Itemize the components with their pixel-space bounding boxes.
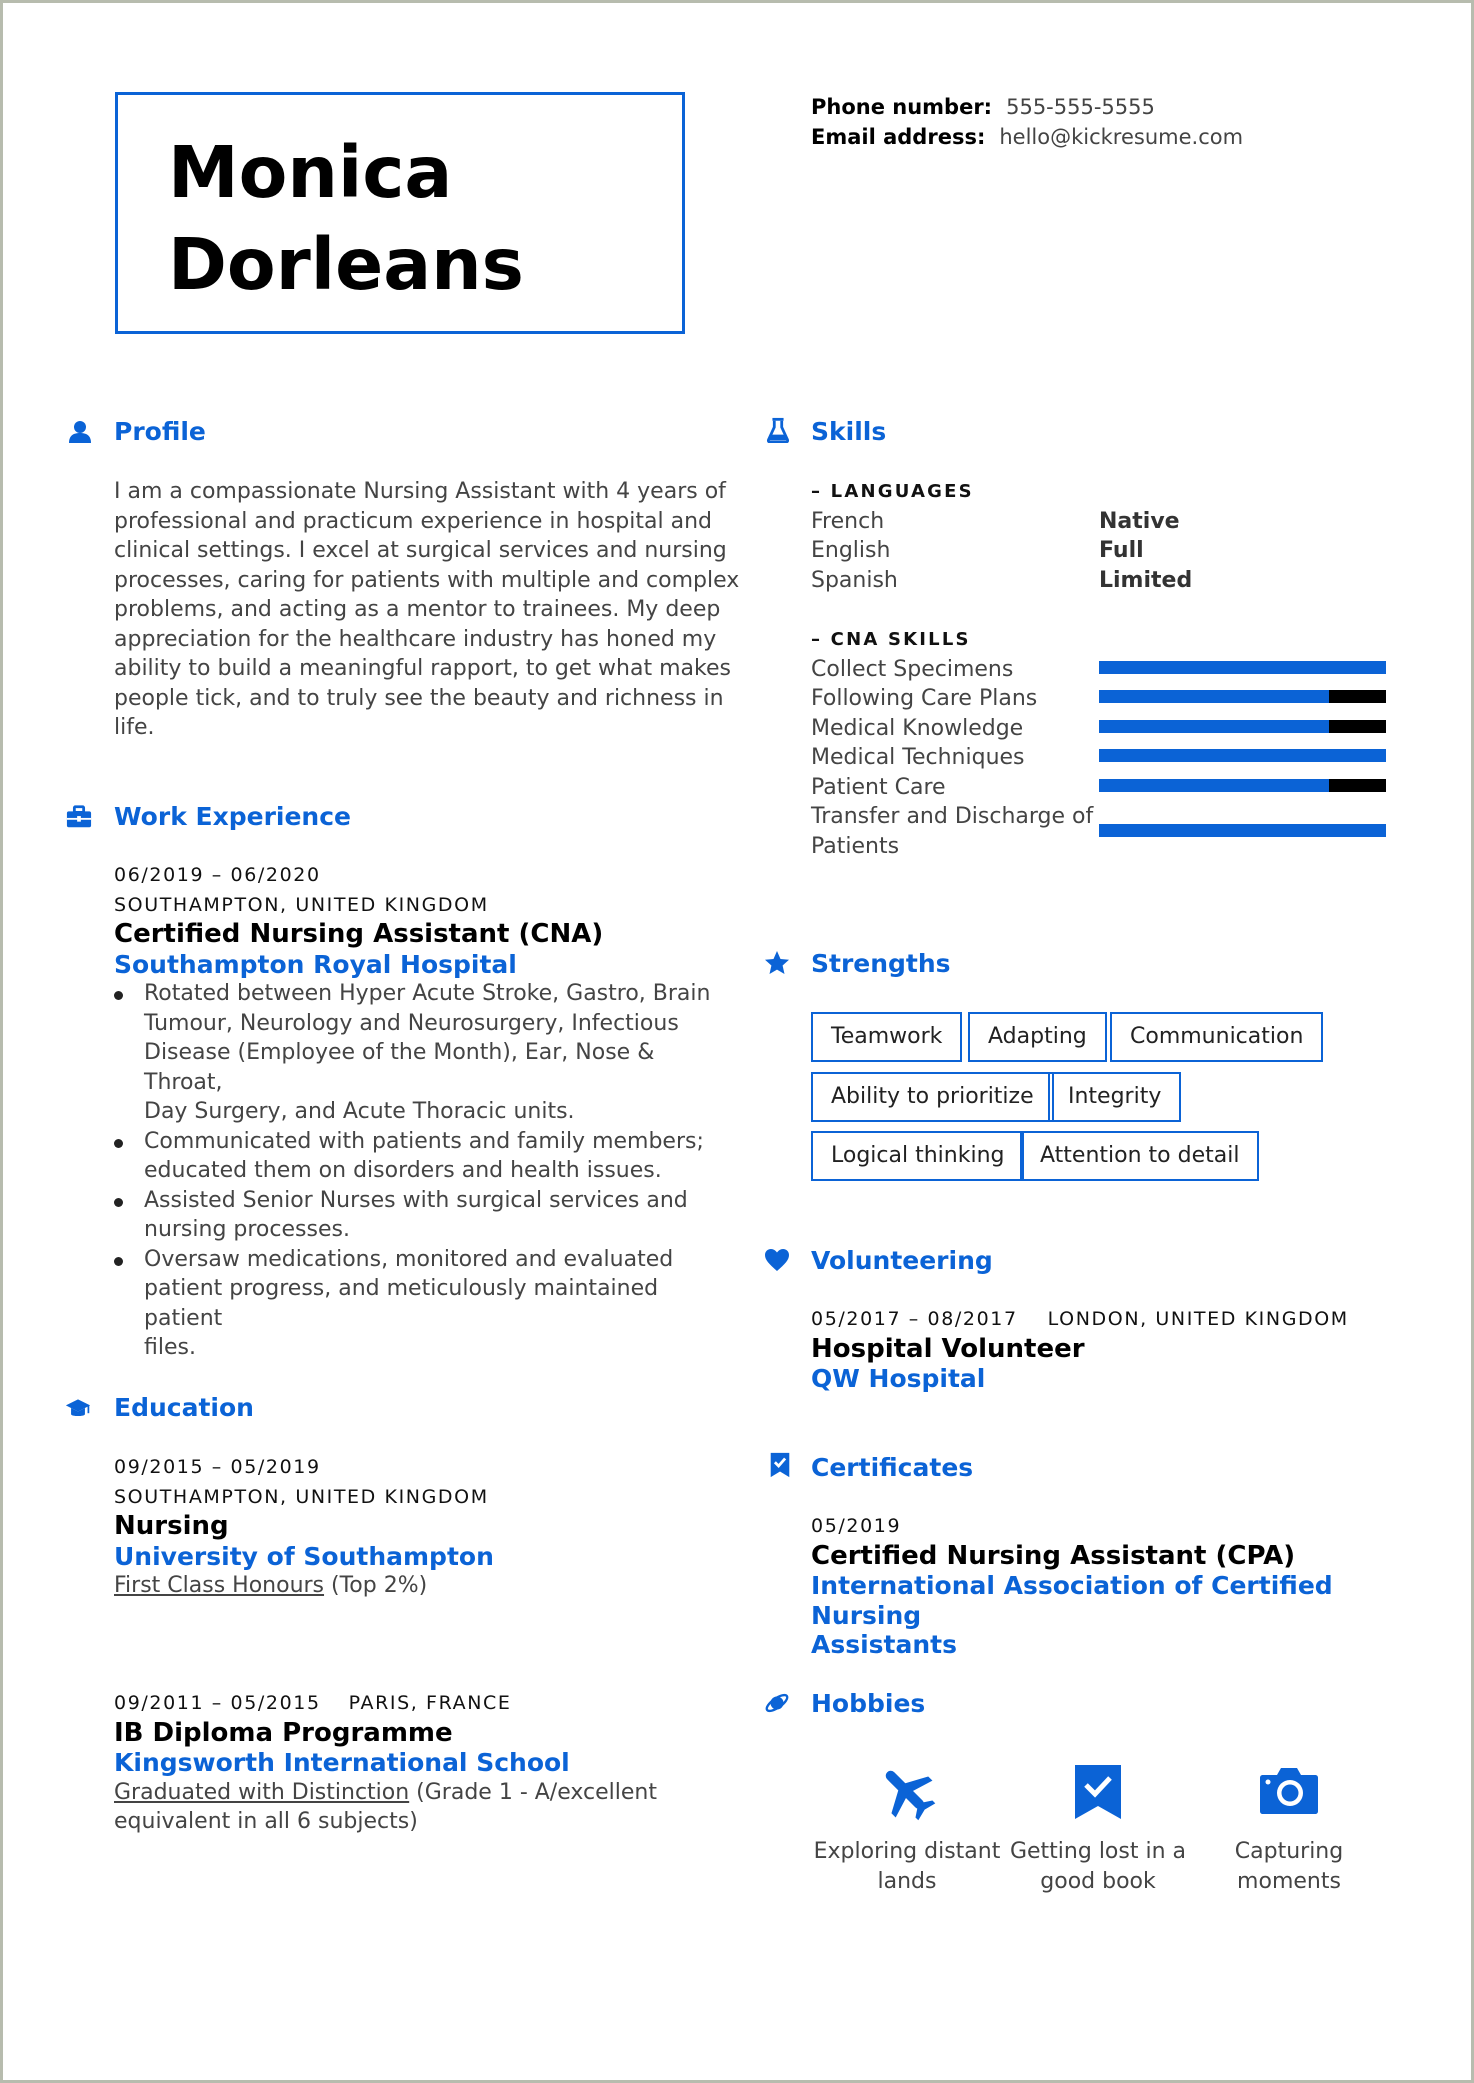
bullet-item [114, 1127, 714, 1186]
work-employer: Southampton Royal Hospital [114, 949, 517, 979]
cert-issuer-line: International Association of Certified Nursing [811, 1571, 1333, 1630]
phone-row [811, 92, 1155, 122]
email-row [811, 122, 1243, 152]
bullet-line: files. [144, 1335, 196, 1360]
edu-honor-rest: (Top 2%) [324, 1573, 428, 1598]
skill-bar [1099, 661, 1386, 674]
strength-tag: Communication [1110, 1012, 1323, 1062]
volunteering-title: Volunteering [811, 1246, 993, 1275]
edu-honor-line2: equivalent in all 6 subjects) [114, 1809, 418, 1834]
bullet-line: Assisted Senior Nurses with surgical services and [144, 1187, 688, 1213]
profile-line: ability to build a meaningful rapport, to get what makes [114, 656, 731, 681]
cert-issuer-line: Assistants [811, 1630, 958, 1659]
edu-dates: 09/2011 – 05/2015 [114, 1692, 321, 1714]
volunteering-entry [811, 1305, 1411, 1394]
edu-honor-link[interactable]: Graduated with Distinction [114, 1779, 410, 1805]
education-entry-2 [114, 1689, 714, 1837]
cert-date: 05/2019 [811, 1515, 902, 1537]
flask-icon [765, 417, 791, 443]
skill-name [811, 802, 1093, 861]
edu-degree: Nursing [114, 1511, 229, 1541]
vol-role: Hospital Volunteer [811, 1333, 1085, 1364]
skill-bar-fill [1099, 720, 1329, 733]
airplane-icon [877, 1762, 937, 1822]
profile-line: problems, and acting as a mentor to trainees. My deep [114, 597, 721, 622]
edu-honor [114, 1571, 714, 1601]
certificate-bookmark-icon [767, 1452, 793, 1478]
strength-tag: Attention to detail [1020, 1131, 1259, 1181]
phone-value[interactable]: 555-555-5555 [1006, 95, 1155, 119]
bullet-line: patient progress, and meticulously maintained patient [144, 1276, 659, 1331]
strength-tag: Ability to prioritize [811, 1072, 1054, 1122]
skill-name: Collect Specimens [811, 657, 1014, 682]
vol-org: QW Hospital [811, 1364, 986, 1393]
hobby-label-line: Getting lost in a [1009, 1839, 1187, 1864]
vol-dates-location [811, 1305, 1411, 1335]
graduation-cap-icon [65, 1395, 91, 1421]
hobby-label [1003, 1837, 1193, 1896]
education-entry-1 [114, 1453, 714, 1601]
bullet-line: Communicated with patients and family members; [144, 1128, 704, 1154]
strength-tag: Logical thinking [811, 1131, 1024, 1181]
languages-heading: – LANGUAGES [811, 481, 974, 502]
certificate-entry [811, 1512, 1431, 1660]
vol-dates: 05/2017 – 08/2017 [811, 1308, 1018, 1330]
work-location: SOUTHAMPTON, UNITED KINGDOM [114, 893, 489, 916]
skill-name: Patient Care [811, 775, 946, 800]
hobby-label-line: Capturing [1234, 1839, 1344, 1864]
education-title: Education [114, 1393, 254, 1422]
user-icon [67, 419, 93, 445]
language-name: English [811, 538, 891, 563]
language-level: Full [1099, 538, 1144, 563]
profile-line: professional and practicum experience in hospital and [114, 508, 712, 534]
skill-name: Medical Knowledge [811, 716, 1024, 741]
profile-line: life. [114, 715, 155, 740]
profile-line: processes, caring for patients with multiple and complex [114, 567, 740, 593]
work-bullets [114, 979, 714, 1363]
bullet-line: Day Surgery, and Acute Thoracic units. [144, 1099, 575, 1124]
heart-icon [764, 1247, 790, 1273]
hobby-label [812, 1837, 1002, 1896]
skill-name: Medical Techniques [811, 745, 1025, 770]
skill-name: Following Care Plans [811, 686, 1038, 711]
email-label: Email address: [811, 125, 986, 149]
profile-title: Profile [114, 417, 206, 446]
skill-bar [1099, 824, 1386, 837]
skill-bar-fill [1099, 690, 1329, 703]
email-value[interactable]: hello@kickresume.com [999, 125, 1244, 149]
first-name: Monica [168, 131, 453, 214]
bullet-line: Tumour, Neurology and Neurosurgery, Infectious [144, 1010, 679, 1036]
hobby-label-line: good book [1040, 1868, 1156, 1894]
bookmark-icon [1073, 1763, 1123, 1821]
phone-label: Phone number: [811, 95, 993, 119]
edu-school: Kingsworth International School [114, 1748, 570, 1777]
profile-line: appreciation for the healthcare industry has honed my [114, 626, 717, 652]
edu-dates-location [114, 1689, 714, 1719]
skills-title: Skills [811, 417, 887, 446]
strength-tag: Integrity [1048, 1072, 1181, 1122]
language-name: French [811, 509, 885, 534]
hobby-label-line: lands [877, 1868, 937, 1894]
skill-bar [1099, 690, 1386, 703]
bullet-item [114, 1186, 714, 1245]
bullet-item [114, 979, 714, 1127]
skill-bar [1099, 749, 1386, 762]
edu-location: SOUTHAMPTON, UNITED KINGDOM [114, 1485, 489, 1508]
work-dates: 06/2019 – 06/2020 [114, 864, 321, 886]
bullet-line: Disease (Employee of the Month), Ear, Nose & Throat, [144, 1040, 655, 1095]
bullet-line: nursing processes. [144, 1217, 350, 1242]
bullet-line: Oversaw medications, monitored and evaluated [144, 1246, 674, 1272]
strength-tag: Adapting [968, 1012, 1107, 1062]
language-name: Spanish [811, 568, 898, 593]
hobby-label-line: Exploring distant [813, 1839, 1001, 1864]
bullet-line: Rotated between Hyper Acute Stroke, Gastro, Brain [144, 981, 711, 1006]
name-box [115, 92, 685, 334]
vol-location: LONDON, UNITED KINGDOM [1047, 1308, 1349, 1330]
strength-tag: Teamwork [811, 1012, 962, 1062]
skill-bar [1099, 779, 1386, 792]
edu-location: PARIS, FRANCE [348, 1692, 512, 1714]
work-entry [114, 861, 714, 1363]
skill-bar-fill [1099, 779, 1329, 792]
work-title: Work Experience [114, 802, 351, 831]
skill-bar-fill [1099, 661, 1386, 674]
hobby-label-line: moments [1237, 1868, 1341, 1894]
certificates-title: Certificates [811, 1453, 974, 1482]
edu-honor-rest: (Grade 1 - A/excellent [409, 1779, 657, 1805]
profile-text [114, 477, 739, 743]
profile-line: clinical settings. I excel at surgical services and nursing [114, 538, 727, 563]
bullet-line: educated them on disorders and health issues. [144, 1158, 662, 1183]
edu-school: University of Southampton [114, 1541, 494, 1571]
profile-line: people tick, and to truly see the beauty and richness in [114, 685, 724, 711]
work-position: Certified Nursing Assistant (CNA) [114, 919, 604, 949]
hobbies-title: Hobbies [811, 1689, 926, 1718]
skill-bar-fill [1099, 824, 1386, 837]
cna-skills-heading: – CNA SKILLS [811, 629, 971, 650]
edu-honor-link[interactable]: First Class Honours [114, 1573, 325, 1598]
edu-dates: 09/2015 – 05/2019 [114, 1456, 321, 1478]
hobby-label [1194, 1837, 1384, 1896]
edu-degree: IB Diploma Programme [114, 1717, 453, 1748]
planet-icon [764, 1690, 790, 1716]
language-level: Limited [1099, 568, 1193, 593]
briefcase-icon [66, 804, 92, 830]
camera-icon [1259, 1765, 1319, 1815]
skill-name-line: Transfer and Discharge of [811, 804, 1094, 829]
edu-honor [114, 1778, 714, 1808]
cert-name: Certified Nursing Assistant (CPA) [811, 1540, 1296, 1571]
skill-bar [1099, 720, 1386, 733]
bullet-item [114, 1245, 714, 1363]
strengths-title: Strengths [811, 949, 951, 978]
language-level: Native [1099, 509, 1180, 534]
last-name: Dorleans [168, 223, 524, 306]
skill-name-line: Patients [811, 833, 900, 859]
skill-bar-fill [1099, 749, 1386, 762]
star-icon [764, 950, 790, 976]
profile-line: I am a compassionate Nursing Assistant with 4 years of [114, 479, 726, 504]
